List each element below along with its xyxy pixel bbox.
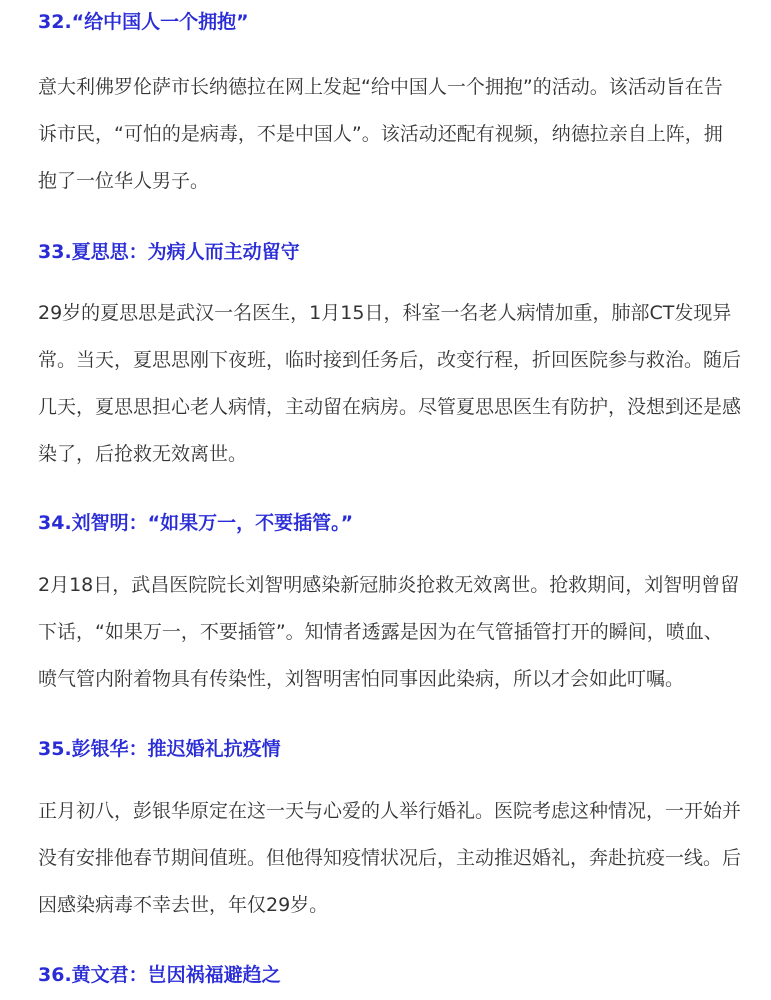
section-heading: 35.彭银华：推迟婚礼抗疫情 (38, 738, 281, 760)
section-heading: 34.刘智明：“如果万一，不要插管。” (38, 512, 354, 534)
section-36 (38, 962, 741, 988)
section-heading: 32.“给中国人一个拥抱” (38, 11, 249, 33)
section-32 (38, 0, 741, 205)
section-34 (38, 510, 741, 703)
section-body: 29岁的夏思思是武汉一名医生，1月15日，科室一名老人病情加重，肺部CT发现异常。当天，夏思思刚下夜班，临时接到任务后，改变行程，折回医院参与救治。随后几天，夏思思担心老人病情，主动留在病房。尽管夏思思医生有防护，没想到还是感染了，后抢救无效离世。 (38, 302, 742, 465)
section-33 (38, 239, 741, 478)
section-35 (38, 736, 741, 929)
section-heading: 33.夏思思：为病人而主动留守 (38, 241, 300, 263)
section-body: 2月18日，武昌医院院长刘智明感染新冠肺炎抢救无效离世。抢救期间，刘智明曾留下话，“如果万一，不要插管”。知情者透露是因为在气管插管打开的瞬间，喷血、喷气管内附着物具有传染性，刘智明害怕同事因此染病，所以才会如此叮嘱。 (38, 574, 740, 690)
section-heading: 36.黄文君：岂因祸福避趋之 (38, 964, 281, 986)
section-body: 意大利佛罗伦萨市长纳德拉在网上发起“给中国人一个拥抱”的活动。该活动旨在告诉市民，“可怕的是病毒，不是中国人”。该活动还配有视频，纳德拉亲自上阵，拥抱了一位华人男子。 (38, 76, 723, 192)
section-body: 正月初八，彭银华原定在这一天与心爱的人举行婚礼。医院考虑这种情况，一开始并没有安排他春节期间值班。但他得知疫情状况后，主动推迟婚礼，奔赴抗疫一线。后因感染病毒不幸去世，年仅29岁。 (38, 800, 742, 916)
